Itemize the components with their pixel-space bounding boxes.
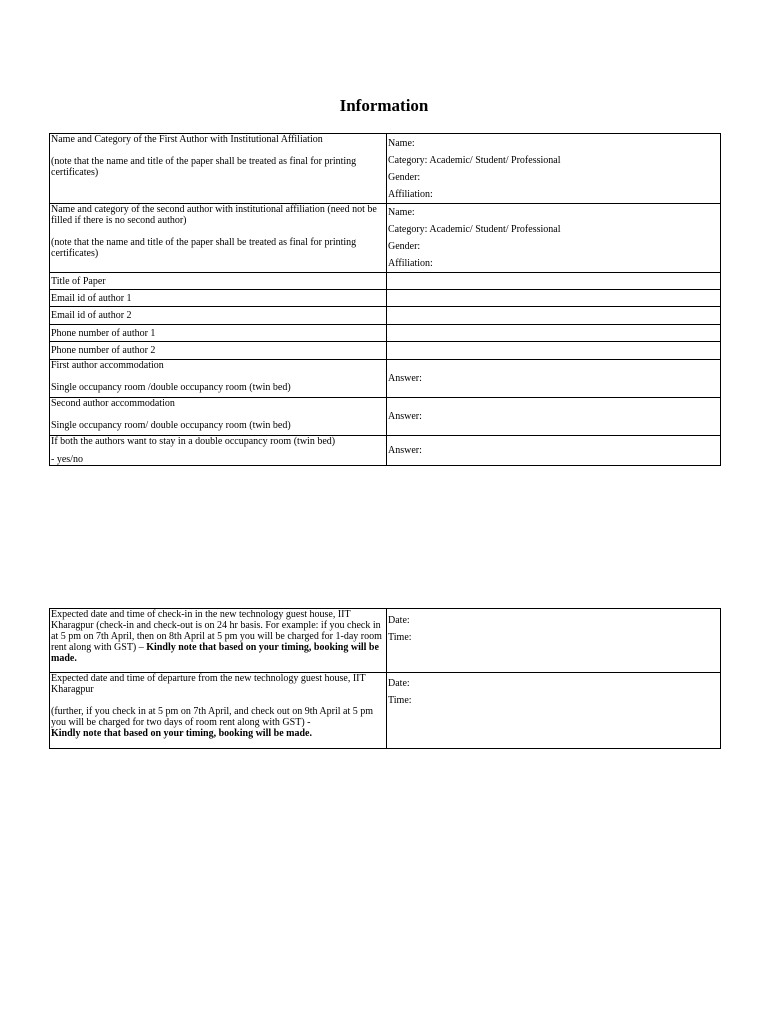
- second-author-label: Name and category of the second author with institutional affiliation (need not be filled if there is no second author): [51, 204, 377, 226]
- second-accommodation-row: [50, 398, 721, 436]
- second-author-label-cell: [50, 204, 387, 273]
- checkin-text: Expected date and time of check-in in the new technology guest house, IIT Kharagpur (check-in and check-out is on 24 hr basis. For example: if you check in at 5 pm on 7th April, then on 8th April at 5 pm you will be charged for 1-day room rent along with GST) –: [51, 609, 382, 653]
- category-field: Category: Academic/ Student/ Professional: [388, 224, 561, 235]
- second-author-note: (note that the name and title of the paper shall be treated as final for printing certificates): [51, 237, 357, 259]
- checkin-date-field: Date:: [388, 615, 410, 626]
- second-accommodation-label-cell: [50, 398, 387, 436]
- checkin-booking-note: Kindly note that based on your timing, booking will be made.: [51, 642, 379, 664]
- name-field: Name:: [388, 207, 415, 218]
- title-of-paper-input[interactable]: [387, 273, 721, 290]
- first-accommodation-answer[interactable]: [387, 360, 721, 398]
- page-title: Information: [339, 96, 429, 115]
- answer-label: Answer:: [388, 411, 422, 422]
- first-author-row: [50, 134, 721, 204]
- checkin-row: [50, 609, 721, 673]
- guest-house-table: [49, 608, 721, 749]
- category-field: Category: Academic/ Student/ Professional: [388, 154, 561, 166]
- departure-booking-note: Kindly note that based on your timing, booking will be made.: [51, 728, 312, 739]
- phone-author-1-label: Phone number of author 1: [50, 325, 387, 342]
- double-room-label-cell: [50, 436, 387, 466]
- second-accommodation-label: Second author accommodation: [51, 398, 175, 409]
- double-room-options: - yes/no: [51, 454, 83, 465]
- email-author-2-input[interactable]: [387, 307, 721, 325]
- phone-author-1-row: [50, 325, 721, 342]
- email-author-1-input[interactable]: [387, 290, 721, 307]
- first-author-note: (note that the name and title of the paper shall be treated as final for printing certificates): [51, 156, 357, 178]
- second-author-fields-cell[interactable]: [387, 204, 721, 273]
- double-room-answer[interactable]: [387, 436, 721, 466]
- departure-label-cell: [50, 673, 387, 749]
- double-room-label: If both the authors want to stay in a double occupancy room (twin bed): [51, 436, 336, 447]
- checkin-fields-cell[interactable]: [387, 609, 721, 673]
- first-author-label-cell: [50, 134, 387, 204]
- phone-author-2-row: [50, 342, 721, 360]
- first-accommodation-label: First author accommodation: [51, 360, 164, 371]
- affiliation-field: Affiliation:: [388, 258, 433, 269]
- checkin-label-cell: [50, 609, 387, 673]
- answer-label: Answer:: [388, 445, 422, 456]
- departure-note: (further, if you check in at 5 pm on 7th April, and check out on 9th April at 5 pm you will be charged for two days of room rent along with GST) -: [51, 706, 374, 728]
- first-accommodation-row: [50, 360, 721, 398]
- departure-fields-cell[interactable]: [387, 673, 721, 749]
- name-field: Name:: [388, 137, 415, 149]
- first-author-label: Name and Category of the First Author with Institutional Affiliation: [51, 134, 323, 145]
- departure-date-field: Date:: [388, 678, 410, 689]
- checkin-time-field: Time:: [388, 632, 412, 643]
- phone-author-1-input[interactable]: [387, 325, 721, 342]
- phone-author-2-input[interactable]: [387, 342, 721, 360]
- phone-author-2-label: Phone number of author 2: [50, 342, 387, 360]
- first-author-fields-cell[interactable]: [387, 134, 721, 204]
- departure-row: [50, 673, 721, 749]
- gender-field: Gender:: [388, 171, 421, 183]
- second-accommodation-options: Single occupancy room/ double occupancy room (twin bed): [51, 420, 291, 431]
- departure-time-field: Time:: [388, 695, 412, 706]
- title-of-paper-label: Title of Paper: [50, 273, 387, 290]
- second-accommodation-answer[interactable]: [387, 398, 721, 436]
- email-author-2-label: Email id of author 2: [50, 307, 387, 325]
- email-author-1-row: [50, 290, 721, 307]
- email-author-2-row: [50, 307, 721, 325]
- answer-label: Answer:: [388, 373, 422, 384]
- first-accommodation-options: Single occupancy room /double occupancy room (twin bed): [51, 382, 291, 393]
- title-of-paper-row: [50, 273, 721, 290]
- gender-field: Gender:: [388, 241, 421, 252]
- first-accommodation-label-cell: [50, 360, 387, 398]
- affiliation-field: Affiliation:: [388, 188, 433, 200]
- email-author-1-label: Email id of author 1: [50, 290, 387, 307]
- departure-text: Expected date and time of departure from the new technology guest house, IIT Kharagpur: [51, 673, 366, 695]
- double-room-row: [50, 436, 721, 466]
- author-info-table: [49, 133, 721, 466]
- second-author-row: [50, 204, 721, 273]
